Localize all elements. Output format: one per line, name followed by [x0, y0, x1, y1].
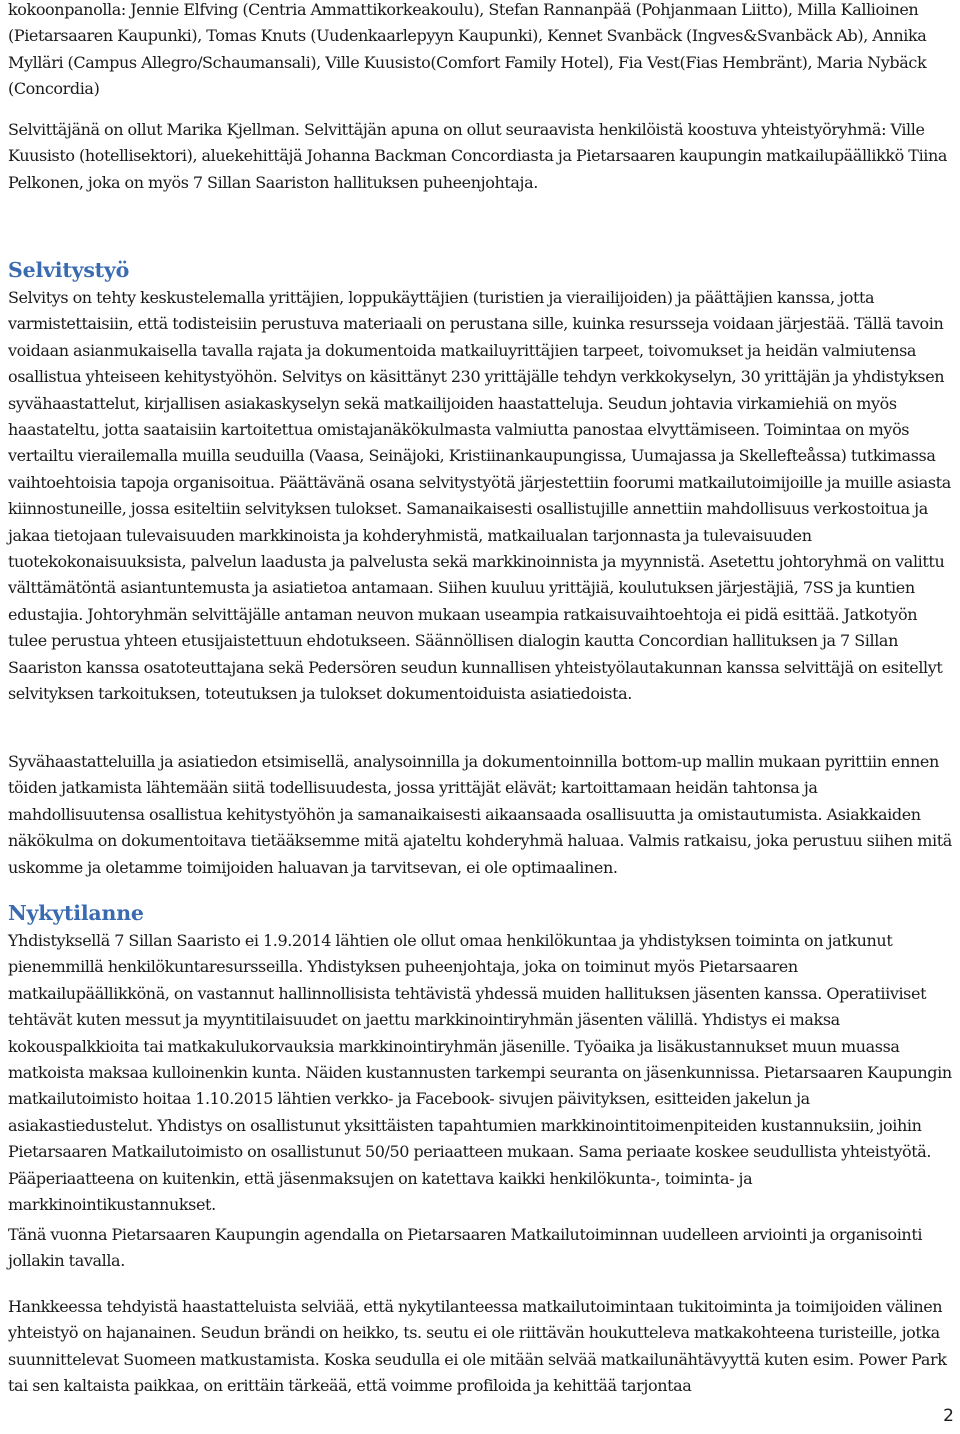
- heading-nykytilanne: Nykytilanne: [8, 901, 144, 925]
- paragraph-method: Selvitys on tehty keskustelemalla yrittäjien, loppukäyttäjien (turistien ja vierailijoiden) ja päättäjien kanssa, jotta varmistettaisiin, että todisteisiin perustuva materiaali on perustana sille, kuinka resursseja voidaan järjestää. Tällä tavoin voidaan asianmukaisella tavalla rajata ja dokumentoida matkailuyrittäjien tarpeet, toivomukset ja heidän valmiutensa osallistua yhteiseen kehitystyöhön. Selvitys on käsittänyt 230 yrittäjälle tehdyn verkkokyselyn, 30 yrittäjän ja yhdistyksen syvähaastattelut, kirjallisen asiakaskyselyn sekä matkailijoiden haastatteluja. Seudun johtavia virkamiehiä on myös haastateltu, jotta saataisiin kartoitettua omistajanäkökulmasta valmiutta panostaa elvyttämiseen. Toimintaa on myös vertailtu vierailemalla muilla seuduilla (Vaasa, Seinäjoki, Kristiinankaupungissa, Uumajassa ja Skellefteåssa) tutkimassa vaihtoehtoisia tapoja organisoitua. Päättävänä osana selvitystyötä järjestettiin foorumi matkailutoimijoille ja muille asiasta kiinnostuneille, jossa esiteltiin selvityksen tulokset. Samanaikaisesti osallistujille annettiin mahdollisuus verkostoitua ja jakaa tietojaan tulevaisuuden markkinoista ja kohderyhmistä, matkailualan tarjonnasta ja tulevaisuuden tuotekokonaisuuksista, palvelun laadusta ja palvelusta sekä markkinoinnista ja myynnistä. Asetettu johtoryhmä on valittu välttämätöntä asiantuntemusta ja asiatietoa antamaan. Siihen kuuluu yrittäjiä, koulutuksen järjestäjiä, 7SS ja kuntien edustajia. Johtoryhmän selvittäjälle antaman neuvon mukaan useampia ratkaisuvaihtoehtoja ei pidä esittää. Jatkotyön tulee perustua yhteen etusijaistettuun ehdotukseen. Säännöllisen dialogin kautta Concordian hallituksen ja 7 Sillan Saariston kanssa osatoteuttajana sekä Pedersören seudun kunnallisen yhteistyölautakunnan kanssa selvittäjä on esitellyt selvityksen tarkoituksen, toteutuksen ja tulokset dokumentoiduista asiatiedoista.: [8, 288, 951, 704]
- paragraph-current-state: Yhdistyksellä 7 Sillan Saaristo ei 1.9.2014 lähtien ole ollut omaa henkilökuntaa ja yhdistyksen toiminta on jatkunut pienemmillä henkilökuntaresursseilla. Yhdistyksen puheenjohtaja, joka on toiminut myös Pietarsaaren matkailupäällikkönä, on vastannut hallinnollisista tehtävistä yhdessä muiden hallituksen jäsenten kanssa. Operatiiviset tehtävät kuten messut ja myyntitilaisuudet on jaettu markkinointiryhmän jäsenten välillä. Yhdistys ei maksa kokouspalkkioita tai matkakulukorvauksia markkinointiryhmän jäsenille. Työaika ja lisäkustannukset muun muassa matkoista maksaa kulloinenkin kunta. Näiden kustannusten tarkempi seuranta on jäsenkunnissa. Pietarsaaren Kaupungin matkailutoimisto hoitaa 1.10.2015 lähtien verkko- ja Facebook- sivujen päivityksen, esitteiden jakelun ja asiakastiedustelut. Yhdistys on osallistunut yksittäisten tapahtumien markkinointitoimenpiteiden kustannuksiin, joihin Pietarsaaren Matkailutoimisto on osallistunut 50/50 periaatteen mukaan. Sama periaate koskee seudullista yhteistyötä. Pääperiaatteena on kuitenkin, että jäsenmaksujen on katettava kaikki henkilökunta-, toiminta- ja markkinointikustannukset.: [8, 931, 952, 1215]
- paragraph-committee: kokoonpanolla: Jennie Elfving (Centria Ammattikorkeakoulu), Stefan Rannanpää (Pohjanmaan Liitto), Milla Kallioinen (Pietarsaaren Kaupunki), Tomas Knuts (Uudenkaarlepyyn Kaupunki), Kennet Svanbäck (Ingves&Svanbäck Ab), Annika Mylläri (Campus Allegro/Schaumansali), Ville Kuusisto(Comfort Family Hotel), Fia Vest(Fias Hembränt), Maria Nybäck (Concordia): [8, 0, 927, 99]
- page-number: 2: [943, 1406, 954, 1426]
- paragraph-city-agenda: Tänä vuonna Pietarsaaren Kaupungin agendalla on Pietarsaaren Matkailutoiminnan uudelleen arviointi ja organisointi jollakin tavalla.: [8, 1225, 923, 1271]
- paragraph-findings: Hankkeessa tehdyistä haastatteluista selviää, että nykytilanteessa matkailutoimintaan tukitoiminta ja toimijoiden välinen yhteistyö on hajanainen. Seudun brändi on heikko, ts. seutu ei ole riittävän houkutteleva matkakohteena turisteille, jotka suunnittelevat Suomeen matkustamista. Koska seudulla ei ole mitään selvää matkailunähtävyyttä kuten esim. Power Park tai sen kaltaista paikkaa, on erittäin tärkeää, että voimme profiloida ja kehittää tarjontaa: [8, 1297, 947, 1396]
- heading-selvitystyo: Selvitystyö: [8, 258, 130, 282]
- paragraph-researcher: Selvittäjänä on ollut Marika Kjellman. Selvittäjän apuna on ollut seuraavista henkilöistä koostuva yhteistyöryhmä: Ville Kuusisto (hotellisektori), aluekehittäjä Johanna Backman Concordiasta ja Pietarsaaren kaupungin matkailupäällikkö Tiina Pelkonen, joka on myös 7 Sillan Saariston hallituksen puheenjohtaja.: [8, 120, 948, 192]
- paragraph-interviews: Syvähaastatteluilla ja asiatiedon etsimisellä, analysoinnilla ja dokumentoinnilla bottom-up mallin mukaan pyrittiin ennen töiden jatkamista lähtemään siitä todellisuudesta, jossa yrittäjät elävät; kartoittamaan heidän tahtonsa ja mahdollisuutensa osallistua kehitystyöhön ja samanaikaisesti aikaansaada osallisuutta ja omistautumista. Asiakkaiden näkökulma on dokumentoitava tietääksemme mitä ajateltu kohderyhmä haluaa. Valmis ratkaisu, joka perustuu siihen mitä uskomme ja oletamme toimijoiden haluavan ja tarvitsevan, ei ole optimaalinen.: [8, 752, 952, 877]
